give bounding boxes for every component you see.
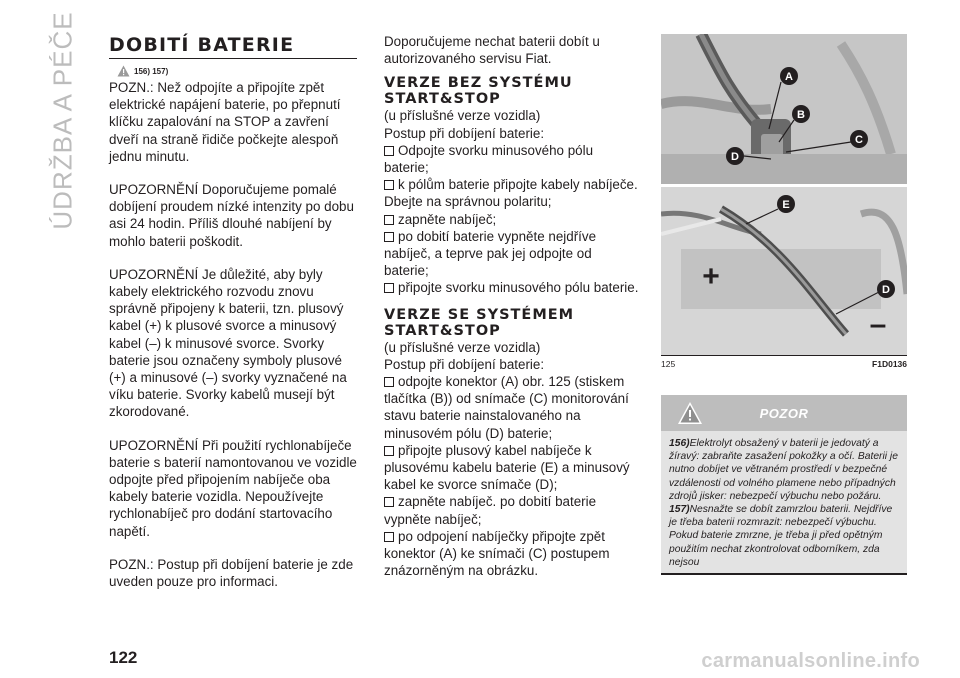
- figure-number: 125: [661, 359, 676, 369]
- warning-triangle-icon: [117, 65, 130, 77]
- checkbox-bullet-icon: [384, 532, 394, 542]
- battery-photo-illustration: [661, 34, 907, 356]
- list-item: po odpojení nabíječky připojte zpět konektor (A) ke snímači (C) postupem znázorněným na obrázku.: [384, 528, 610, 579]
- section-heading-with-startstop: VERZE SE SYSTÉMEM START&STOP: [384, 306, 575, 339]
- paragraph-notice-fast-charger: UPOZORNĚNÍ Při použití rychlonabíječe baterie s baterií namontovanou ve vozidle odpojte před připojením nabíječe oba kabely baterie vozidla. Nepoužívejte rychlonabíječ pro dodání startovacího napětí.: [109, 437, 357, 539]
- checkbox-bullet-icon: [384, 232, 394, 242]
- column-left: [109, 0, 359, 590]
- figure-code: F1D0136: [872, 359, 907, 369]
- warning-references: 156) 157): [117, 65, 359, 77]
- paragraph-note-info: POZN.: Postup při dobíjení baterie je zde uveden pouze pro informaci.: [109, 556, 354, 590]
- section-heading-without-startstop: VERZE BEZ SYSTÉMU START&STOP: [384, 75, 573, 108]
- checkbox-bullet-icon: [384, 377, 394, 387]
- figure-label-d: D: [731, 151, 739, 163]
- figure-label-b: B: [797, 109, 805, 121]
- watermark: carmanualsonline.info: [701, 650, 920, 672]
- list-item: po dobití baterie vypněte nejdříve nabíječ, a teprve pak jej odpojte od baterie;: [384, 228, 597, 279]
- list-item: připojte svorku minusového pólu baterie.: [384, 279, 640, 296]
- figure-label-a: A: [785, 71, 793, 83]
- warning-box-header: [661, 395, 907, 431]
- list-item: Odpojte svorku minusového pólu baterie;: [384, 142, 594, 176]
- checkbox-bullet-icon: [384, 446, 394, 456]
- warning-triangle-icon: [677, 401, 703, 425]
- paragraph-note-wait: POZN.: Než odpojíte a připojíte zpět elektrické napájení baterie, po přepnutí klíčku zapalování na STOP a zavření dveří na straně řidiče počkejte alespoň jednu minutu.: [109, 80, 341, 164]
- minus-symbol: –: [869, 308, 887, 341]
- column-middle: [384, 0, 640, 579]
- paragraph-notice-slow-charge: UPOZORNĚNÍ Doporučujeme pomalé dobíjení proudem nízké intenzity po dobu asi 24 hodin. Příliš dlouhé nabíjení by mohlo baterii poškodit.: [109, 182, 354, 249]
- checkbox-bullet-icon: [384, 283, 394, 293]
- section2-subtitle: (u příslušné verze vozidla): [384, 339, 541, 355]
- warning-item: 156)Elektrolyt obsažený v baterii je jedovatý a žíravý: zabraňte zasažení pokožky a očí. Baterii je nutno dobíjet ve větraném prostředí v bezpečné vzdálenosti od volného plamene nebo případných zdrojů jisker: nebezpečí výbuchu nebo požáru.: [669, 438, 898, 502]
- checkbox-bullet-icon: [384, 215, 394, 225]
- page-number: 122: [109, 648, 138, 667]
- battery-figure: [661, 34, 907, 356]
- checkbox-bullet-icon: [384, 146, 394, 156]
- list-item: odpojte konektor (A) obr. 125 (stiskem tlačítka (B)) od snímače (C) monitorování stavu baterie nainstalovaného na minusovém pólu (D) baterie;: [384, 374, 629, 441]
- paragraph-intro: Doporučujeme nechat baterii dobít u autorizovaného servisu Fiat.: [384, 34, 600, 67]
- list-item: k pólům baterie připojte kabely nabíječe. Dbejte na správnou polaritu;: [384, 177, 638, 210]
- figure-label-d: D: [882, 284, 890, 296]
- checkbox-bullet-icon: [384, 497, 394, 507]
- page-title: DOBITÍ BATERIE: [109, 34, 357, 59]
- chapter-side-label: ÚDRŽBA A PÉČE: [47, 10, 78, 230]
- section2-lead: Postup při dobíjení baterie:: [384, 356, 545, 372]
- figure-caption: [661, 359, 907, 369]
- section1-subtitle: (u příslušné verze vozidla): [384, 108, 541, 124]
- list-item: připojte plusový kabel nabíječe k plusovému kabelu baterie (E) a minusový kabel ke svorce snímače (D);: [384, 442, 630, 493]
- checkbox-bullet-icon: [384, 180, 394, 190]
- figure-label-c: C: [855, 134, 863, 146]
- column-right: [661, 0, 907, 575]
- paragraph-notice-polarity: UPOZORNĚNÍ Je důležité, aby byly kabely elektrického rozvodu znovu správně připojeny k baterii, tzn. plusový kabel (+) k plusové svorce a minusový kabel (–) k minusové svorce. Svorky baterie jsou označeny symboly plusové (+) a minusové (–) svorky vyznačené na víku baterie. Svorky kabelů musejí být zkorodované.: [109, 266, 347, 420]
- figure-label-e: E: [782, 199, 790, 211]
- warning-box-body: [661, 431, 907, 575]
- warning-item: 157)Nesnažte se dobít zamrzlou baterii. Nejdříve je třeba baterii rozmrazit: nebezpečí výbuchu. Pokud baterie zmrzne, je třeba ji před opětným použitím nechat zkontrolovat odborníkem, zda nejsou: [669, 504, 893, 568]
- warning-box-title: POZOR: [759, 405, 809, 421]
- section1-lead: Postup při dobíjení baterie:: [384, 125, 545, 141]
- list-item: zapněte nabíječ. po dobití baterie vypněte nabíječ;: [384, 494, 597, 527]
- list-item: zapněte nabíječ;: [384, 211, 640, 228]
- plus-symbol: +: [702, 260, 720, 293]
